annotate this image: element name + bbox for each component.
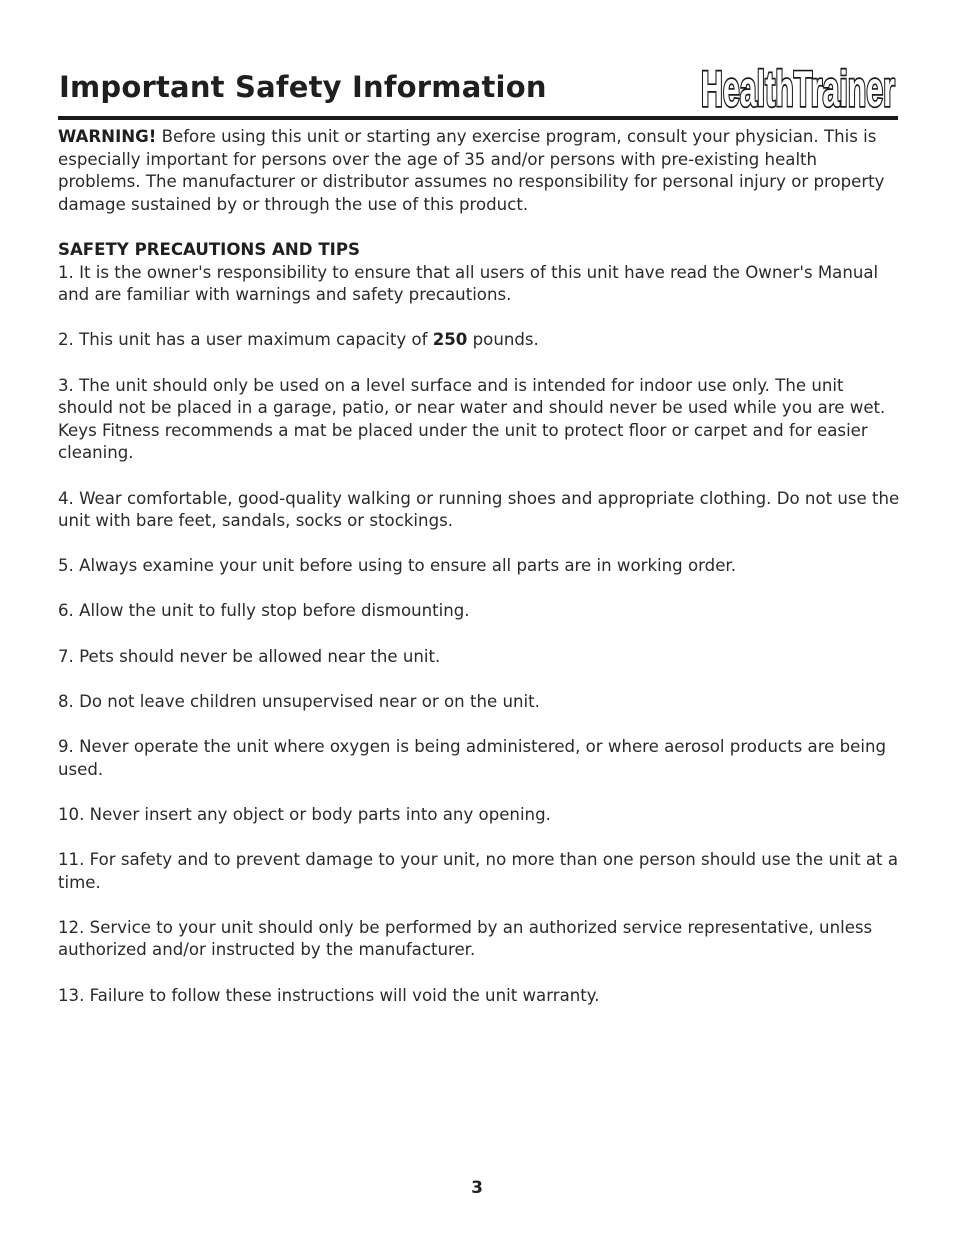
precaution-item-10: 10. Never insert any object or body parts into any opening. xyxy=(58,804,551,824)
precaution-item-11: 11. For safety and to prevent damage to your unit, no more than one person should use the unit at a time. xyxy=(58,850,898,892)
healthtrainer-logo xyxy=(698,58,898,114)
warning-paragraph xyxy=(58,126,900,216)
precaution-item-8: 8. Do not leave children unsupervised near or on the unit. xyxy=(58,691,540,711)
safety-content xyxy=(58,126,900,1030)
precaution-item-13: 13. Failure to follow these instructions will void the unit warranty. xyxy=(58,985,600,1005)
svg-text:HealthTrainer: HealthTrainer xyxy=(701,61,895,114)
capacity-value: 250 xyxy=(432,330,468,350)
precautions-section xyxy=(58,239,900,1007)
precaution-item-5: 5. Always examine your unit before using to ensure all parts are in working order. xyxy=(58,556,736,576)
precaution-item-6: 6. Allow the unit to fully stop before dismounting. xyxy=(58,601,470,621)
page-header xyxy=(58,58,898,120)
precaution-item-1: 1. It is the owner's responsibility to ensure that all users of this unit have read the Owner's Manual and are familiar with warnings and safety precautions. xyxy=(58,262,879,305)
page-title: Important Safety Information xyxy=(59,70,547,104)
precaution-item-4: 4. Wear comfortable, good-quality walking or running shoes and appropriate clothing. Do not use the unit with bare feet, sandals, socks or stockings. xyxy=(58,488,900,531)
warning-label: WARNING! xyxy=(58,127,157,146)
precaution-item-12: 12. Service to your unit should only be performed by an authorized service representative, unless authorized and/or instructed by the manufacturer. xyxy=(58,917,873,960)
precaution-item-7: 7. Pets should never be allowed near the unit. xyxy=(58,646,441,666)
warning-text: Before using this unit or starting any exercise program, consult your physician. This is especially important for persons over the age of 35 and/or persons with pre-existing health problems. The manufacturer or distributor assumes no responsibility for personal injury or property damage sustained by or through the use of this product. xyxy=(58,127,885,214)
page-number: 3 xyxy=(471,1178,483,1198)
precautions-heading: SAFETY PRECAUTIONS AND TIPS xyxy=(58,239,360,259)
precaution-item-9: 9. Never operate the unit where oxygen is being administered, or where aerosol products are being used. xyxy=(58,737,887,779)
precaution-item-3: 3. The unit should only be used on a level surface and is intended for indoor use only. The unit should not be placed in a garage, patio, or near water and should never be used while you are wet. Keys Fitness recommends a mat be placed under the unit to protect floor or carpet and for easier cleaning. xyxy=(58,375,886,463)
precaution-item-2: 2. This unit has a user maximum capacity of 250 pounds. xyxy=(58,330,539,350)
svg-text:HealthTrainer: HealthTrainer xyxy=(701,61,895,114)
